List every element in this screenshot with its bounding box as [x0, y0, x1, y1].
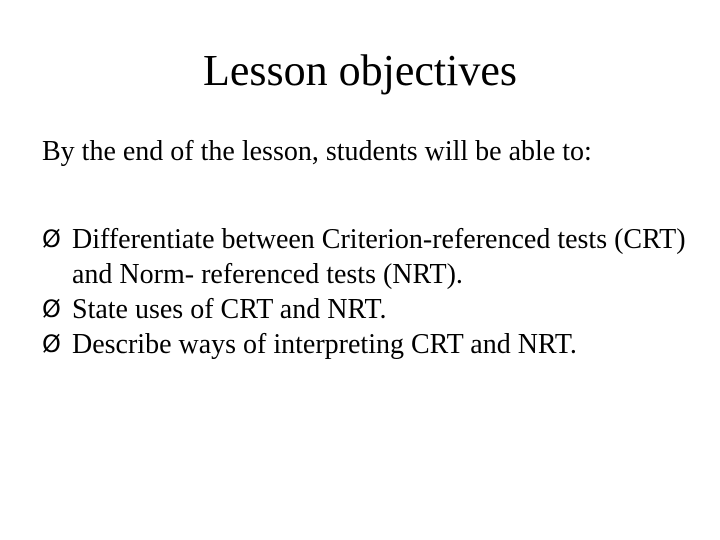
objective-text: State uses of CRT and NRT. [72, 294, 387, 325]
list-item [42, 292, 702, 327]
arrow-bullet-icon: Ø [42, 295, 61, 323]
arrow-bullet-icon: Ø [42, 330, 61, 358]
objective-text: Differentiate between Criterion-referenced tests (CRT) and Norm- referenced tests (NRT). [72, 224, 686, 290]
slide-title: Lesson objectives [202, 46, 518, 95]
list-item [42, 222, 702, 292]
intro-text: By the end of the lesson, students will be able to: [42, 136, 592, 167]
arrow-bullet-icon: Ø [42, 225, 61, 253]
objectives-list [42, 222, 702, 362]
list-item [42, 327, 702, 362]
objective-text: Describe ways of interpreting CRT and NRT. [72, 329, 577, 360]
